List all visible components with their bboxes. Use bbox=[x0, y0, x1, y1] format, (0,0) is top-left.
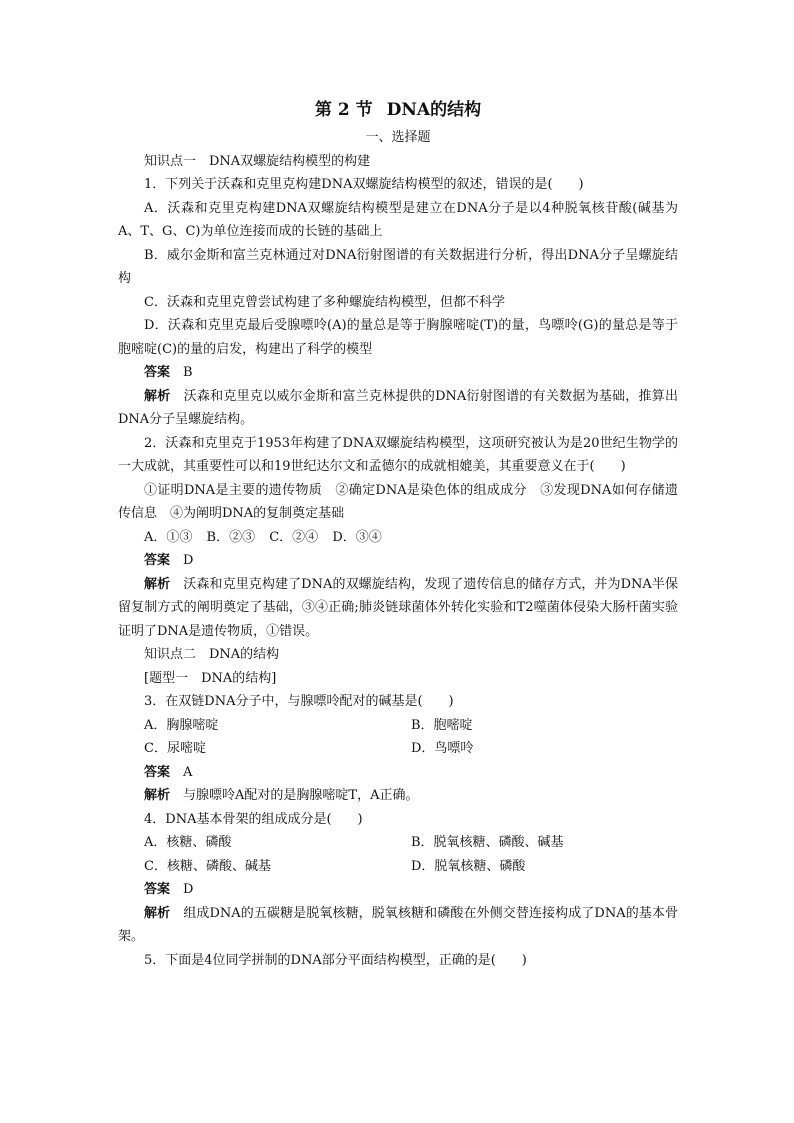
question-4-option-c: C．核糖、磷酸、碱基 bbox=[144, 858, 271, 874]
question-1-option-b: B．威尔金斯和富兰克林通过对DNA衍射图谱的有关数据进行分析，得出DNA分子呈螺旋结构 bbox=[118, 247, 678, 286]
question-1-option-a: A．沃森和克里克构建DNA双螺旋结构模型是建立在DNA分子是以4种脱氧核苷酸(碱基为A、T、G、C)为单位连接而成的长链的基础上 bbox=[118, 200, 678, 239]
question-4-answer bbox=[118, 878, 678, 902]
analysis-label: 解析 bbox=[144, 388, 171, 404]
question-2-option-b: B．②③ bbox=[206, 529, 256, 545]
analysis-label: 解析 bbox=[144, 788, 171, 803]
analysis-label: 解析 bbox=[144, 576, 171, 592]
analysis-text: 沃森和克里克构建了DNA的双螺旋结构，发现了遗传信息的储存方式，并为DNA半保留复制方式的阐明奠定了基础，③④正确;肺炎链球菌体外转化实验和T2噬菌体侵染大肠杆菌实验证明了DNA是遗传物质，①错误。 bbox=[118, 576, 678, 639]
question-2-options bbox=[118, 526, 678, 550]
question-2-analysis bbox=[118, 573, 678, 644]
answer-value: A bbox=[183, 764, 193, 780]
knowledge-point-1: 知识点一 DNA双螺旋结构模型的构建 bbox=[144, 153, 371, 169]
question-3-option-c: C．尿嘧啶 bbox=[144, 741, 206, 756]
question-3-stem: 3．在双链DNA分子中，与腺嘌呤配对的碱基是( ) bbox=[144, 694, 454, 709]
question-4-options-row-1 bbox=[118, 831, 678, 855]
question-1-answer bbox=[118, 361, 678, 385]
question-3-answer bbox=[118, 761, 678, 785]
question-3-options-row-1 bbox=[118, 714, 678, 738]
question-2-stem: 2．沃森和克里克于1953年构建了DNA双螺旋结构模型，这项研究被认为是20世纪生物学的一大成就，其重要性可以和19世纪达尔文和孟德尔的成就相媲美，其重要意义在于( ) bbox=[118, 435, 678, 474]
question-5-stem: 5．下面是4位同学拼制的DNA部分平面结构模型，正确的是( ) bbox=[144, 952, 527, 968]
question-3-analysis bbox=[118, 784, 678, 808]
analysis-label: 解析 bbox=[144, 905, 171, 921]
question-4-option-b: B．脱氧核糖、磷酸、碱基 bbox=[411, 835, 564, 850]
answer-value: D bbox=[183, 553, 194, 568]
answer-label: 答案 bbox=[144, 882, 171, 897]
question-1-option-d: D．沃森和克里克最后受腺嘌呤(A)的量总是等于胸腺嘧啶(T)的量，鸟嘌呤(G)的量总是等于胞嘧啶(C)的量的启发，构建出了科学的模型 bbox=[118, 318, 678, 357]
title-section-number: 第 2 节 bbox=[314, 100, 373, 120]
answer-label: 答案 bbox=[144, 553, 171, 568]
page-title bbox=[118, 98, 678, 122]
question-type-1: [题型一 DNA的结构] bbox=[144, 670, 277, 686]
question-4-option-a: A．核糖、磷酸 bbox=[144, 835, 232, 850]
answer-value: B bbox=[183, 365, 193, 380]
title-topic: DNA的结构 bbox=[386, 100, 482, 120]
question-3-option-a: A．胸腺嘧啶 bbox=[144, 717, 219, 733]
analysis-text: 与腺嘌呤A配对的是胸腺嘧啶T，A正确。 bbox=[183, 788, 419, 803]
analysis-text: 组成DNA的五碳糖是脱氧核糖，脱氧核糖和磷酸在外侧交替连接构成了DNA的基本骨架。 bbox=[118, 905, 678, 944]
question-4-options-row-2 bbox=[118, 855, 678, 879]
knowledge-point-2: 知识点二 DNA的结构 bbox=[144, 647, 280, 662]
question-3-option-d: D．鸟嘌呤 bbox=[411, 741, 474, 756]
question-3-options-row-2 bbox=[118, 737, 678, 761]
question-1-option-c: C．沃森和克里克曾尝试构建了多种螺旋结构模型，但都不科学 bbox=[144, 294, 505, 310]
question-3-option-b: B．胞嘧啶 bbox=[411, 717, 473, 733]
analysis-text: 沃森和克里克以威尔金斯和富兰克林提供的DNA衍射图谱的有关数据为基础，推算出DNA分子呈螺旋结构。 bbox=[118, 388, 678, 427]
answer-value: D bbox=[183, 882, 194, 897]
question-2-option-a: A．①③ bbox=[144, 529, 193, 545]
question-4-option-d: D．脱氧核糖、磷酸 bbox=[411, 858, 526, 874]
question-2-items: ①证明DNA是主要的遗传物质 ②确定DNA是染色体的组成成分 ③发现DNA如何存储遗传信息 ④为阐明DNA的复制奠定基础 bbox=[118, 482, 678, 521]
question-1-analysis bbox=[118, 385, 678, 432]
question-4-analysis bbox=[118, 902, 678, 949]
section-heading: 一、选择题 bbox=[365, 130, 431, 145]
question-2-option-d: D．③④ bbox=[332, 529, 382, 545]
answer-label: 答案 bbox=[144, 764, 171, 780]
answer-label: 答案 bbox=[144, 365, 171, 380]
question-4-stem: 4．DNA基本骨架的组成成分是( ) bbox=[144, 811, 363, 827]
question-2-option-c: C．②④ bbox=[269, 529, 319, 545]
document-content bbox=[118, 98, 678, 972]
question-1-stem: 1．下列关于沃森和克里克构建DNA双螺旋结构模型的叙述，错误的是( ) bbox=[144, 177, 584, 192]
question-2-answer bbox=[118, 549, 678, 573]
